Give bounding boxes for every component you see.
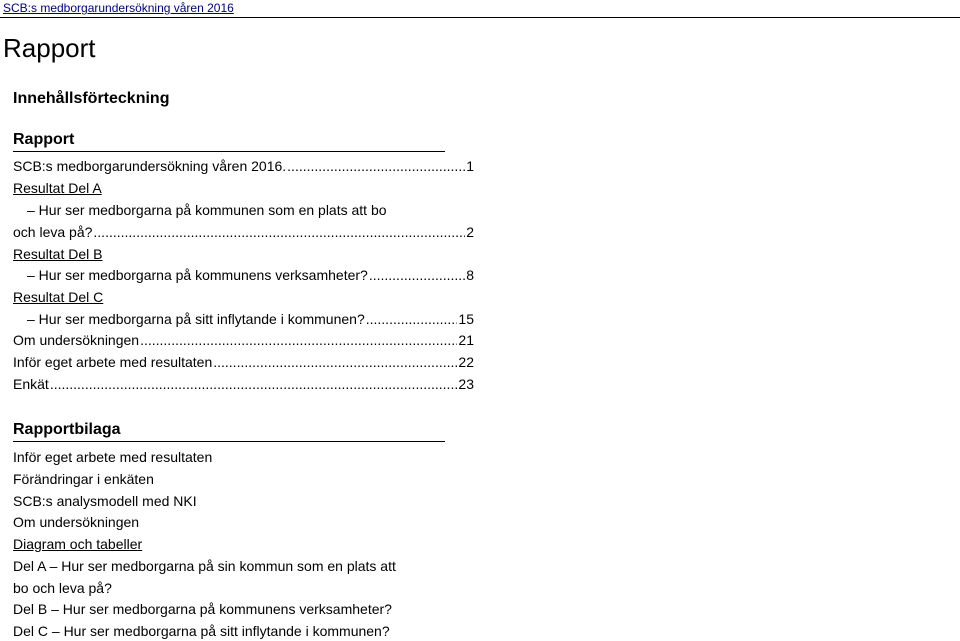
toc-leader-dots [369,266,465,284]
bilaga-item[interactable]: Förändringar i enkäten [13,471,154,487]
toc-entry-enkat[interactable] [13,375,474,393]
toc-page-number: 2 [466,224,474,240]
toc-entry-infor[interactable] [13,353,474,371]
toc-entry-text: Enkät [13,376,49,392]
rapportbilaga-rule [13,441,445,442]
toc-entry-del-a-label[interactable]: Resultat Del A [13,180,102,196]
document-header: SCB:s medborgarundersökning våren 2016 [3,1,234,15]
toc-leader-dots [366,310,458,328]
page-title: Rapport [3,33,96,63]
toc-page-number: 23 [458,376,474,392]
header-rule [0,17,960,18]
bilaga-item[interactable]: Inför eget arbete med resultaten [13,449,213,465]
toc-leader-dots [50,375,458,393]
toc-entry-del-b[interactable] [27,266,474,284]
bilaga-item[interactable]: SCB:s analysmodell med NKI [13,493,197,509]
toc-entry-text: Om undersökningen [13,332,140,348]
toc-entry-text: och leva på? [13,224,93,240]
toc-page-number: 21 [458,332,474,348]
bilaga-item-diagram[interactable]: Diagram och tabeller [13,536,143,552]
toc-entry-del-c-label[interactable]: Resultat Del C [13,289,104,305]
toc-page-number: 15 [458,311,474,327]
toc-entry-text: – Hur ser medborgarna på sitt inflytande i kommunen? [27,311,365,327]
rapportbilaga-heading: Rapportbilaga [13,421,121,438]
bilaga-item-del-a[interactable]: Del A – Hur ser medborgarna på sin kommun som en plats att [13,558,396,574]
toc-leader-dots [140,331,457,349]
toc-entry-survey[interactable] [13,157,474,175]
bilaga-item-del-c[interactable]: Del C – Hur ser medborgarna på sitt inflytande i kommunen? [13,623,390,639]
toc-entry-text: SCB:s medborgarundersökning våren 2016. [13,158,287,174]
toc-leader-dots [287,157,465,175]
rapport-rule [13,151,445,152]
toc-entry-text: Inför eget arbete med resultaten [13,354,213,370]
toc-entry-del-b-label[interactable]: Resultat Del B [13,246,103,262]
bilaga-item-del-b[interactable]: Del B – Hur ser medborgarna på kommunens verksamheter? [13,601,392,617]
toc-entry-del-c[interactable] [27,310,474,328]
toc-entry-om[interactable] [13,331,474,349]
toc-entry-del-a[interactable] [13,223,474,241]
toc-leader-dots [213,353,457,371]
toc-page-number: 8 [466,267,474,283]
rapport-heading: Rapport [13,131,75,148]
toc-page-number: 1 [466,158,474,174]
toc-entry-del-a-line1[interactable]: – Hur ser medborgarna på kommunen som en plats att bo [27,202,387,218]
toc-page-number: 22 [458,354,474,370]
toc-entry-text: – Hur ser medborgarna på kommunens verksamheter? [27,267,368,283]
toc-heading: Innehållsförteckning [13,90,170,107]
bilaga-item-del-a-cont[interactable]: bo och leva på? [13,580,112,596]
toc-leader-dots [93,223,465,241]
bilaga-item[interactable]: Om undersökningen [13,514,140,530]
